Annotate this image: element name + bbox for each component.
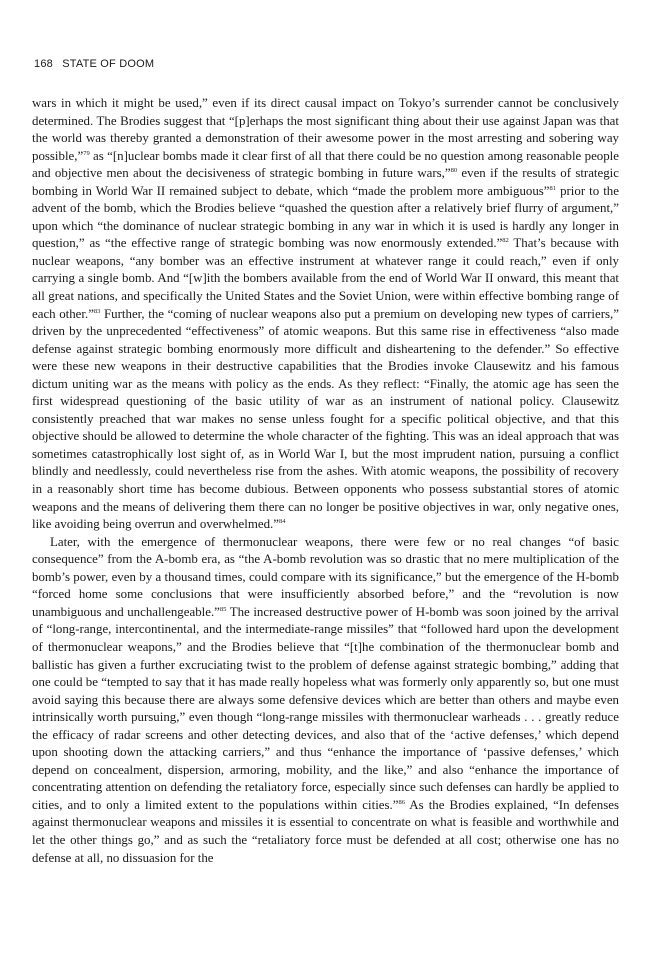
footnote-ref[interactable]: 79 [83,149,90,157]
paragraph-text: prior to the advent of the bomb, which the Brodies believe “quashed the question after a relatively brief flurry of argument,” upon which “the dominance of nuclear strategic bombing in any war in which it is used is hardly any longer in question,” as “the effective range of strategic bombing was now enormously extended.” [32,183,619,251]
footnote-ref[interactable]: 80 [450,167,458,175]
footnote-ref[interactable]: 82 [502,237,509,245]
paragraph-text: Later, with the emergence of thermonuclear weapons, there were few or no real changes “of basic consequence” from the A-bomb era, as “the A-bomb revolution was so drastic that no mere multiplication of the bomb’s power, even by a thousand times, could compare with its significance,” but the emergence of the H-bomb “forced home some conclusions that were insufficiently absorbed before,” and the “revolution is now unambiguous and unchallengeable.” [32,534,619,619]
paragraph [32,95,619,534]
footnote-ref[interactable]: 83 [93,307,101,315]
footnote-ref[interactable]: 84 [279,518,286,526]
running-title: STATE OF DOOM [62,58,155,70]
footnote-ref[interactable]: 85 [219,605,227,613]
page-number: 168 [34,58,53,70]
paragraph-text: wars in which it might be used,” even if its direct causal impact on Tokyo’s surrender cannot be conclusively determined. The Brodies suggest that “[p]erhaps the most significant thing about their use against Japan was that the world was thereby granted a demonstration of their awesome power in the most arresting and sobering way possible,” [32,96,619,163]
paragraph-text: The increased destructive power of H-bomb was soon joined by the arrival of “long-range, intercontinental, and the intermediate-range missiles” that “followed hard upon the development of thermonuclear weapons,” and the Brodies believe that “[t]he combination of the thermonuclear bomb and ballistic has given a further excruciating twist to the problem of defense against strategic bombing,” adding that one could be “tempted to say that it has made really hopeless what was formerly only apparently so, but one must avoid saying this because there are always some defensive devices which are better than others and maybe even intrinsically worth pursuing,” even though “long-range missiles with thermonuclear warheads . . . greatly reduce the efficacy of radar screens and other detecting devices, and also that of the ‘active defenses,’ which depend upon shooting down the attacking carriers,” and thus “enhance the importance of ‘passive defenses,’ which depend on concealment, dispersion, armoring, mobility, and the like,” and also “enhance the importance of concentrating attention on defending the retaliatory force, especially since such defenses can hardly be applied to cities, and to only a limited extent to the populations within cities.” [32,604,620,812]
paragraph-text: Further, the “coming of nuclear weapons also put a premium on developing new types of carriers,” driven by the unprecedented “effectiveness” of atomic weapons. But this same rise in effectiveness “also made defense against strategic bombing enormously more difficult and disheartening to the defender.” So effective were these new weapons in their destructive capabilities that the Brodies invoke Clausewitz and his famous dictum uniting war as the means with policy as the ends. As they reflect: “Finally, the atomic age has seen the first widespread questioning of the basic utility of war as an instrument of national policy. Clausewitz consistently preached that war makes no sense unless fought for a specific political objective, and that this objective should be allowed to determine the whole character of the fighting. This was an ideal approach that was sometimes catastrophically lost sight of, as in World War I, but the most imprudent nation, pursuing a conflict blindly and needlessly, could nevertheless rise from the ashes. With atomic weapons, the possibility of recovery in a reasonably short time has become dubious. Between opponents who possess substantial stores of atomic weapons and the means of delivering them there can no longer be positive objectives in war, only negative ones, like avoiding being overrun and overwhelmed.” [32,306,619,532]
paragraph-text: as “[n]uclear bombs made it clear first of all that there could be no question among reasonable people and objective men about the decisiveness of strategic bombing in future wars,” [32,148,619,181]
paragraph [32,534,619,867]
footnote-ref[interactable]: 86 [398,798,405,806]
paragraph-text: That’s because with nuclear weapons, “any bomber was an effective instrument at whatever range it could reach,” even if only carrying a single bomb. And “[w]ith the bombers available from the end of World War II onward, this meant that all great nations, and specifically the United States and the Soviet Union, were within effective bombing range of each other.” [32,236,619,321]
paragraph-text: As the Brodies explained, “In defenses against thermonuclear weapons and missiles it is essential to concentrate on what is feasible and worthwhile and let the other things go,” and as such the “retaliatory force must be defended at all cost; otherwise one has no defense at all, no dissuasion for the [32,797,619,865]
footnote-ref[interactable]: 81 [549,184,557,192]
paragraph-text: even if the results of strategic bombing in World War II remained subject to debate, which “made the problem more ambiguous” [32,166,619,198]
running-header [34,58,154,70]
body-text [32,95,619,867]
